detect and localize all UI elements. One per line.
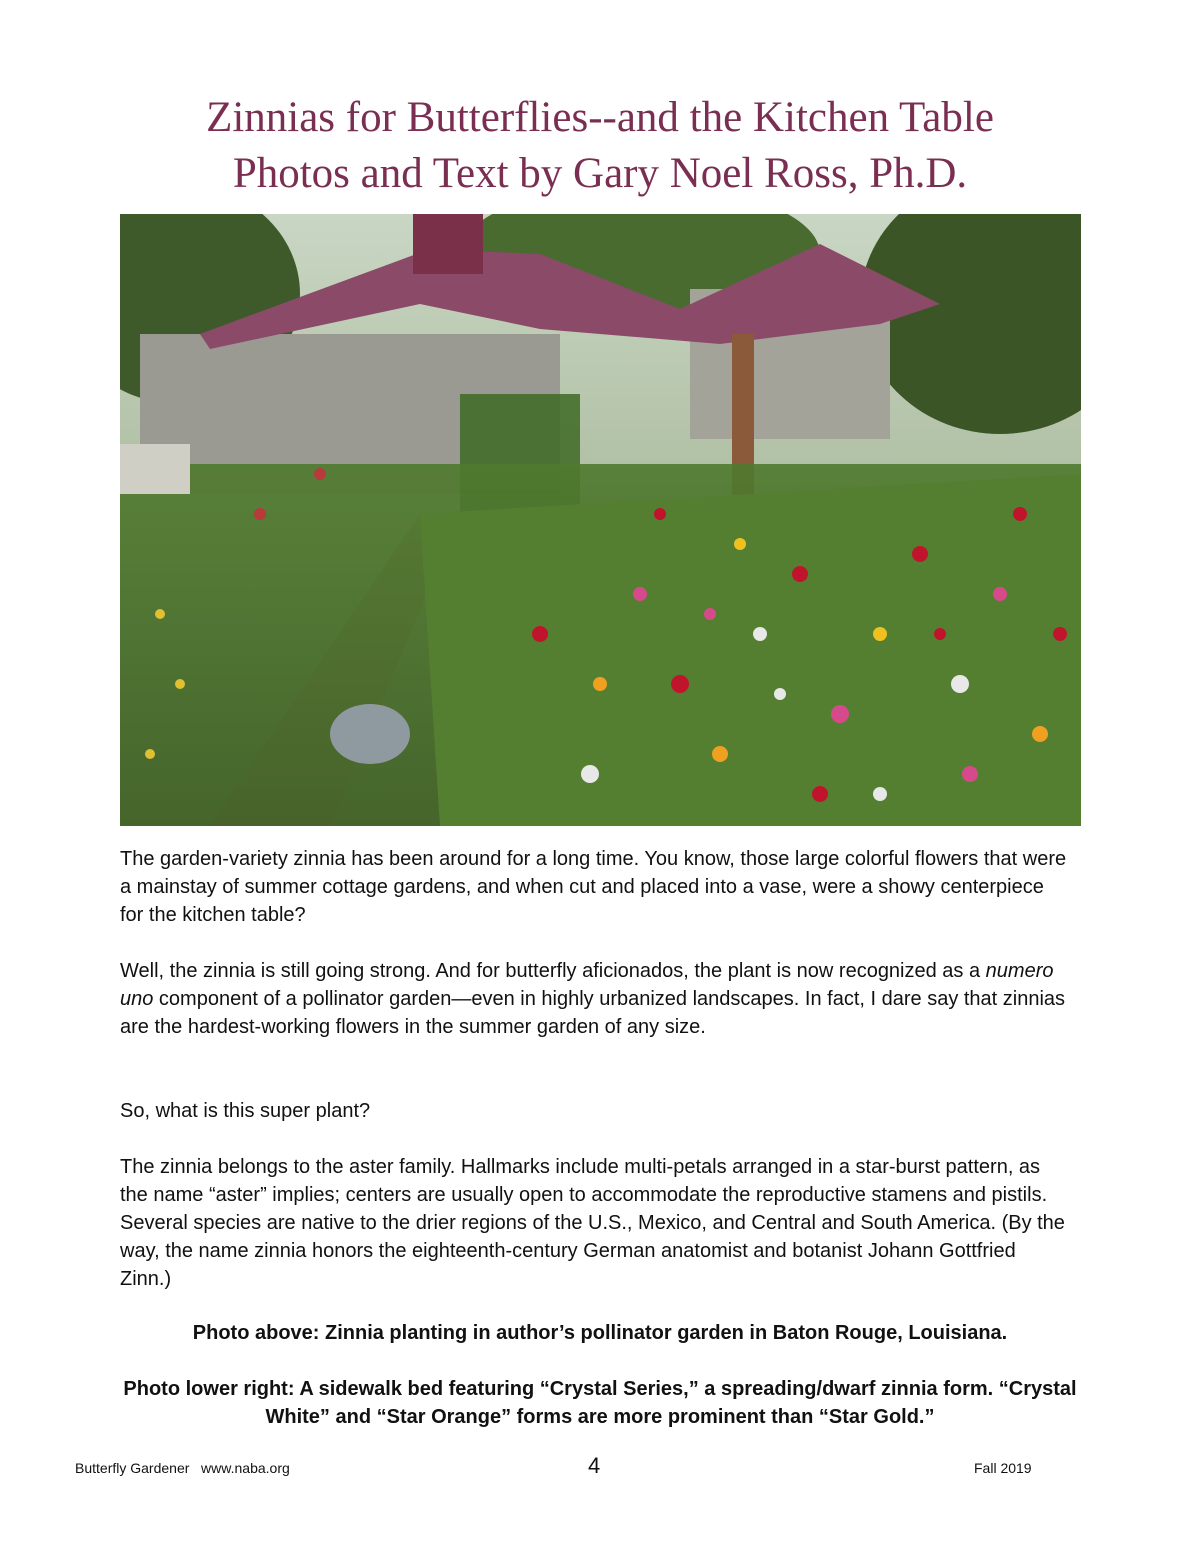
body-paragraph-3: So, what is this super plant? xyxy=(120,1100,371,1122)
footer-issue: Fall 2019 xyxy=(974,1460,1032,1476)
page-number: 4 xyxy=(588,1453,601,1478)
body-paragraph-2-italic: numero uno xyxy=(120,960,1054,1010)
article-byline: Photos and Text by Gary Noel Ross, Ph.D. xyxy=(232,150,968,197)
footer-publication: Butterfly Gardener www.naba.org xyxy=(75,1460,290,1476)
body-paragraph-2 xyxy=(120,957,1070,1041)
photo-caption-above: Photo above: Zinnia planting in author’s pollinator garden in Baton Rouge, Louisiana. xyxy=(192,1322,1008,1344)
body-paragraph-2-start: Well, the zinnia is still going strong. And for butterfly aficionados, the plant is now recognized as a xyxy=(120,960,986,982)
garden-photo xyxy=(120,214,1081,826)
article-title: Zinnias for Butterflies--and the Kitchen Table xyxy=(206,94,994,141)
body-paragraph-4: The zinnia belongs to the aster family. Hallmarks include multi-petals arranged in a star-burst pattern, as the name “aster” implies; centers are usually open to accommodate the reproductive stamens and pistils. Several species are native to the drier regions of the U.S., Mexico, and Central and South America. (By the way, the name zinnia honors the eighteenth-century German anatomist and botanist Johann Gottfried Zinn.) xyxy=(120,1156,1065,1290)
garden-photo-illustration xyxy=(120,214,1081,826)
body-paragraph-1: The garden-variety zinnia has been around for a long time. You know, those large colorful flowers that were a mainstay of summer cottage gardens, and when cut and placed into a vase, were a showy centerpiece for the kitchen table? xyxy=(120,848,1067,926)
photo-caption-lower-right: Photo lower right: A sidewalk bed featuring “Crystal Series,” a spreading/dwarf zinnia form. “Crystal White” and “Star Orange” forms are more prominent than “Star Gold.” xyxy=(123,1378,1077,1428)
body-paragraph-2-end: component of a pollinator garden—even in highly urbanized landscapes. In fact, I dare say that zinnias are the hardest-working flowers in the summer garden of any size. xyxy=(120,988,1066,1038)
